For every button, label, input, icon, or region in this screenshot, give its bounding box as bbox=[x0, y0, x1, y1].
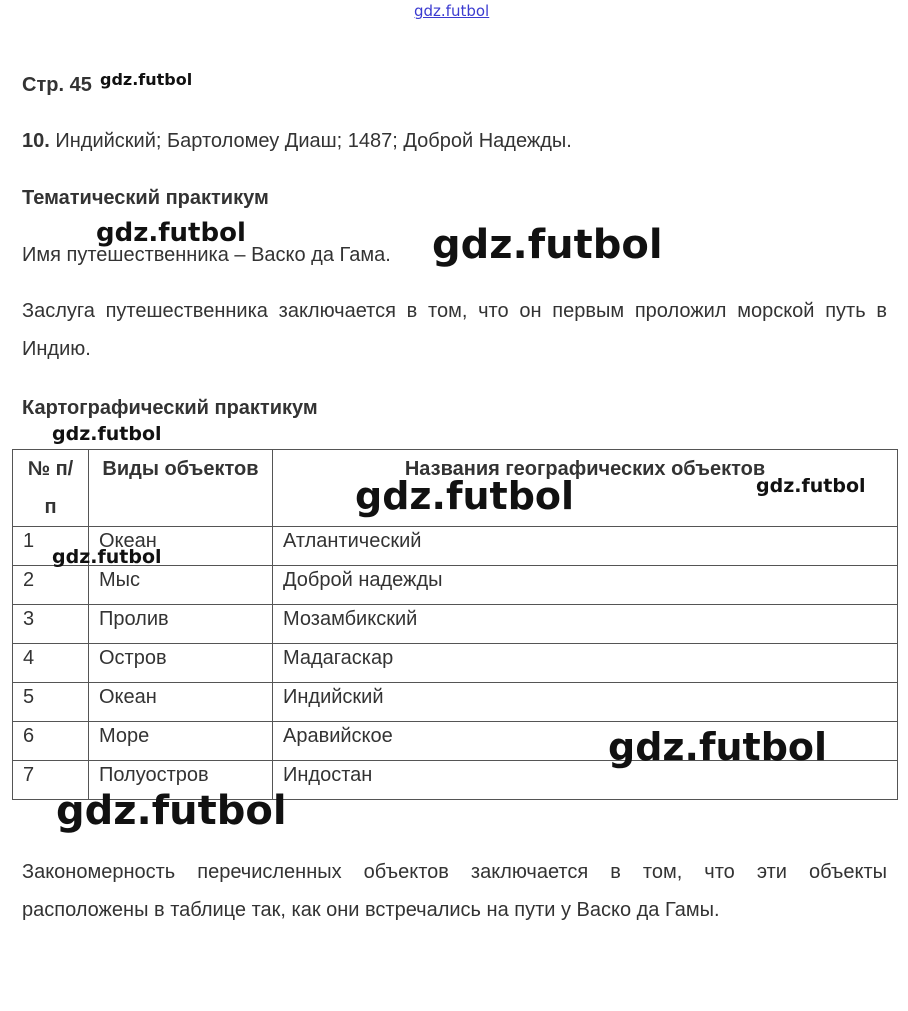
table-row bbox=[13, 644, 898, 683]
cell-num: 7 bbox=[13, 761, 89, 800]
watermark: gdz.futbol bbox=[52, 546, 162, 568]
cell-num: 3 bbox=[13, 605, 89, 644]
cell-num: 2 bbox=[13, 566, 89, 605]
cell-type: Мыс bbox=[89, 566, 273, 605]
cell-name: Мадагаскар bbox=[273, 644, 898, 683]
table-row bbox=[13, 683, 898, 722]
cell-name: Мозамбикский bbox=[273, 605, 898, 644]
cell-type: Остров bbox=[89, 644, 273, 683]
header-name: Названия географических объектов bbox=[273, 450, 898, 527]
cell-num: 5 bbox=[13, 683, 89, 722]
cell-type: Океан bbox=[89, 527, 273, 566]
cell-type: Море bbox=[89, 722, 273, 761]
cell-num: 1 bbox=[13, 527, 89, 566]
watermark: gdz.futbol bbox=[608, 725, 828, 769]
cell-name: Индостан bbox=[273, 761, 898, 800]
watermark: gdz.futbol bbox=[756, 475, 866, 497]
watermark: gdz.futbol bbox=[432, 222, 663, 268]
header-num: № п/п bbox=[13, 450, 89, 527]
traveler-name: Имя путешественника – Васко да Гама. bbox=[22, 244, 391, 266]
page-reference: Стр. 45 bbox=[22, 74, 92, 96]
cell-name: Индийский bbox=[273, 683, 898, 722]
cell-name: Доброй надежды bbox=[273, 566, 898, 605]
header-type: Виды объектов bbox=[89, 450, 273, 527]
table-row bbox=[13, 605, 898, 644]
table-row bbox=[13, 566, 898, 605]
watermark: gdz.futbol bbox=[96, 218, 246, 248]
watermark: gdz.futbol bbox=[355, 474, 575, 518]
answer-number: 10. bbox=[22, 130, 50, 152]
section-heading-cartographic: Картографический практикум bbox=[22, 397, 318, 419]
watermark: gdz.futbol bbox=[56, 788, 287, 834]
watermark: gdz.futbol bbox=[100, 70, 193, 89]
cell-num: 6 bbox=[13, 722, 89, 761]
cell-type: Полуостров bbox=[89, 761, 273, 800]
cell-name: Аравийское bbox=[273, 722, 898, 761]
watermark: gdz.futbol bbox=[52, 423, 162, 445]
section-heading-thematic: Тематический практикум bbox=[22, 187, 269, 209]
watermark-top-link[interactable]: gdz.futbol bbox=[414, 2, 490, 20]
traveler-merit: Заслуга путешественника заключается в том, что он первым проложил морской путь в Индию. bbox=[22, 300, 887, 360]
conclusion-text: Закономерность перечисленных объектов заключается в том, что эти объекты расположены в таблице так, как они встречались на пути у Васко да Гамы. bbox=[22, 861, 887, 921]
cell-type: Океан bbox=[89, 683, 273, 722]
answer-10 bbox=[22, 130, 572, 153]
cell-num: 4 bbox=[13, 644, 89, 683]
answer-text: Индийский; Бартоломеу Диаш; 1487; Доброй Надежды. bbox=[55, 130, 572, 152]
cell-name: Атлантический bbox=[273, 527, 898, 566]
cell-type: Пролив bbox=[89, 605, 273, 644]
